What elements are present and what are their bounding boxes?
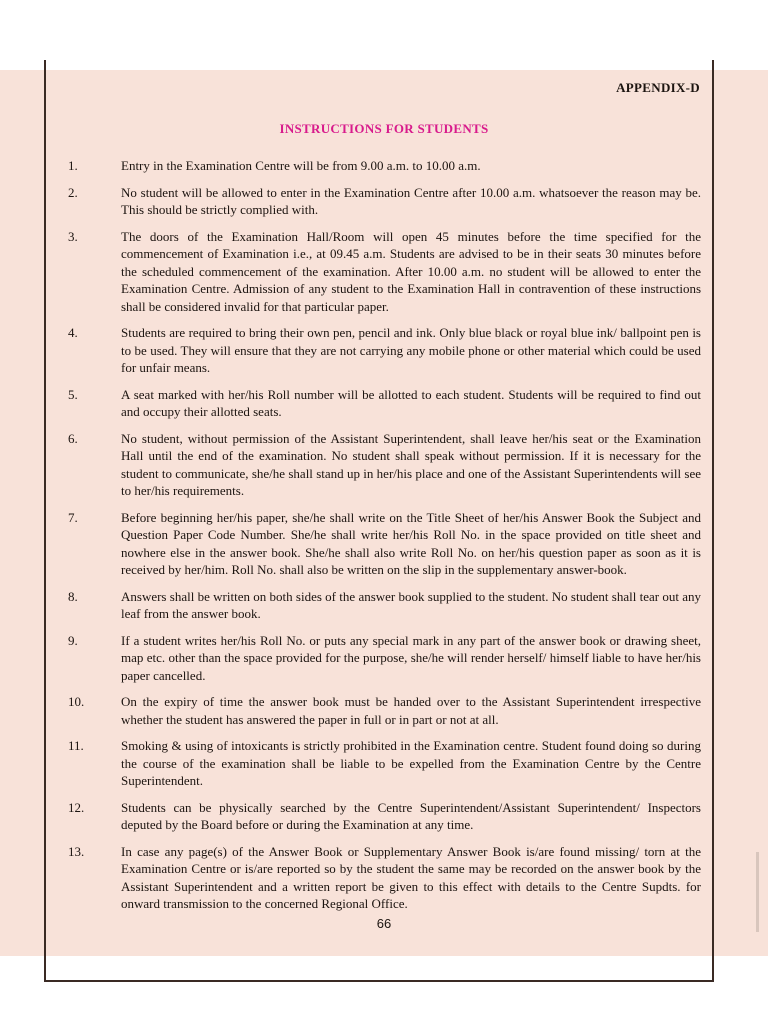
- item-number: 9.: [68, 632, 78, 648]
- list-item: [0, 386, 768, 421]
- item-number: 12.: [68, 799, 85, 815]
- item-text: Answers shall be written on both sides of the answer book supplied to the student. No student shall tear out any leaf from the answer book.: [121, 588, 701, 621]
- page-number: 66: [376, 916, 392, 931]
- item-number: 13.: [68, 843, 85, 859]
- list-item: [0, 737, 768, 790]
- item-text: Entry in the Examination Centre will be from 9.00 a.m. to 10.00 a.m.: [121, 158, 481, 173]
- list-item: [0, 588, 768, 623]
- list-item: [0, 632, 768, 685]
- item-number: 2.: [68, 184, 78, 200]
- document-page: [0, 70, 768, 956]
- item-text: Smoking & using of intoxicants is strictly prohibited in the Examination centre. Student found doing so during the course of the examination shall be liable to be expelled from the Examination Centre by the Centre Superintendent.: [121, 738, 701, 788]
- item-number: 6.: [68, 430, 78, 446]
- item-text: In case any page(s) of the Answer Book or Supplementary Answer Book is/are found missing/ torn at the Examination Centre or is/are reported so by the student the same may be recorded on the answer book by the Assistant Superintendent and a written report be given to this effect with details to the Centre Supdts. for onward transmission to the concerned Regional Office.: [121, 843, 701, 911]
- item-number: 3.: [68, 228, 78, 244]
- item-text: If a student writes her/his Roll No. or puts any special mark in any part of the answer book or drawing sheet, map etc. other than the space provided for the purpose, she/he will render herself/ himself liable to have her/his paper cancelled.: [121, 632, 701, 683]
- item-text: No student, without permission of the Assistant Superintendent, shall leave her/his seat or the Examination Hall until the end of the examination. No student shall speak without permission. If it is necessary for the student to communicate, she/he shall stand up in her/his place and one of the Assistant Superintendents will see to her/his requirements.: [121, 430, 701, 498]
- page-title: INSTRUCTIONS FOR STUDENTS: [279, 121, 489, 136]
- list-item: [0, 430, 768, 500]
- list-item: [0, 509, 768, 579]
- item-text: No student will be allowed to enter in the Examination Centre after 10.00 a.m. whatsoever the reason may be. This should be strictly complied with.: [121, 184, 701, 217]
- list-item: [0, 228, 768, 316]
- item-text: A seat marked with her/his Roll number will be allotted to each student. Students will be required to find out and occupy their allotted seats.: [121, 386, 701, 419]
- item-number: 10.: [68, 694, 85, 709]
- item-number: 5.: [68, 386, 78, 402]
- item-text: Before beginning her/his paper, she/he shall write on the Title Sheet of her/his Answer Book the Subject and Question Paper Code Number. She/he shall write her/his Roll No. in the space provided on title sheet and nowhere else in the answer book. She/he shall also write Roll No. on her/his question paper as soon as it is received by her/him. Roll No. shall also be written on the slip in the supplementary answer-book.: [121, 509, 701, 577]
- item-text: Students are required to bring their own pen, pencil and ink. Only blue black or royal blue ink/ ballpoint pen is to be used. They will ensure that they are not carrying any mobile phone or other material which could be used for unfair means.: [121, 325, 701, 375]
- item-text: On the expiry of time the answer book must be handed over to the Assistant Superintendent irrespective whether the student has answered the paper in full or in part or not at all.: [121, 694, 701, 727]
- item-text: Students can be physically searched by the Centre Superintendent/Assistant Superintendent/ Inspectors deputed by the Board before or during the Examination at any time.: [121, 799, 701, 832]
- instructions-list: [0, 157, 768, 922]
- list-item: [0, 693, 768, 728]
- list-item: [0, 843, 768, 913]
- item-number: 1.: [68, 158, 78, 173]
- list-item: [0, 184, 768, 219]
- list-item: [0, 324, 768, 377]
- page-edge-shadow: [756, 852, 759, 932]
- item-number: 7.: [68, 509, 78, 525]
- list-item: [0, 157, 768, 175]
- appendix-label: APPENDIX-D: [616, 80, 700, 95]
- item-text: The doors of the Examination Hall/Room will open 45 minutes before the time specified for the commencement of Examination i.e., at 09.45 a.m. Students are advised to be in their seats 30 minutes before the scheduled commencement of the examination. After 10.00 a.m. no student will be allowed to enter the Examination Centre. Admission of any student to the Examination Hall in contravention of these instructions shall be considered invalid for that particular paper.: [121, 228, 701, 314]
- item-number: 11.: [68, 738, 84, 753]
- list-item: [0, 799, 768, 834]
- item-number: 4.: [68, 325, 78, 340]
- item-number: 8.: [68, 588, 78, 604]
